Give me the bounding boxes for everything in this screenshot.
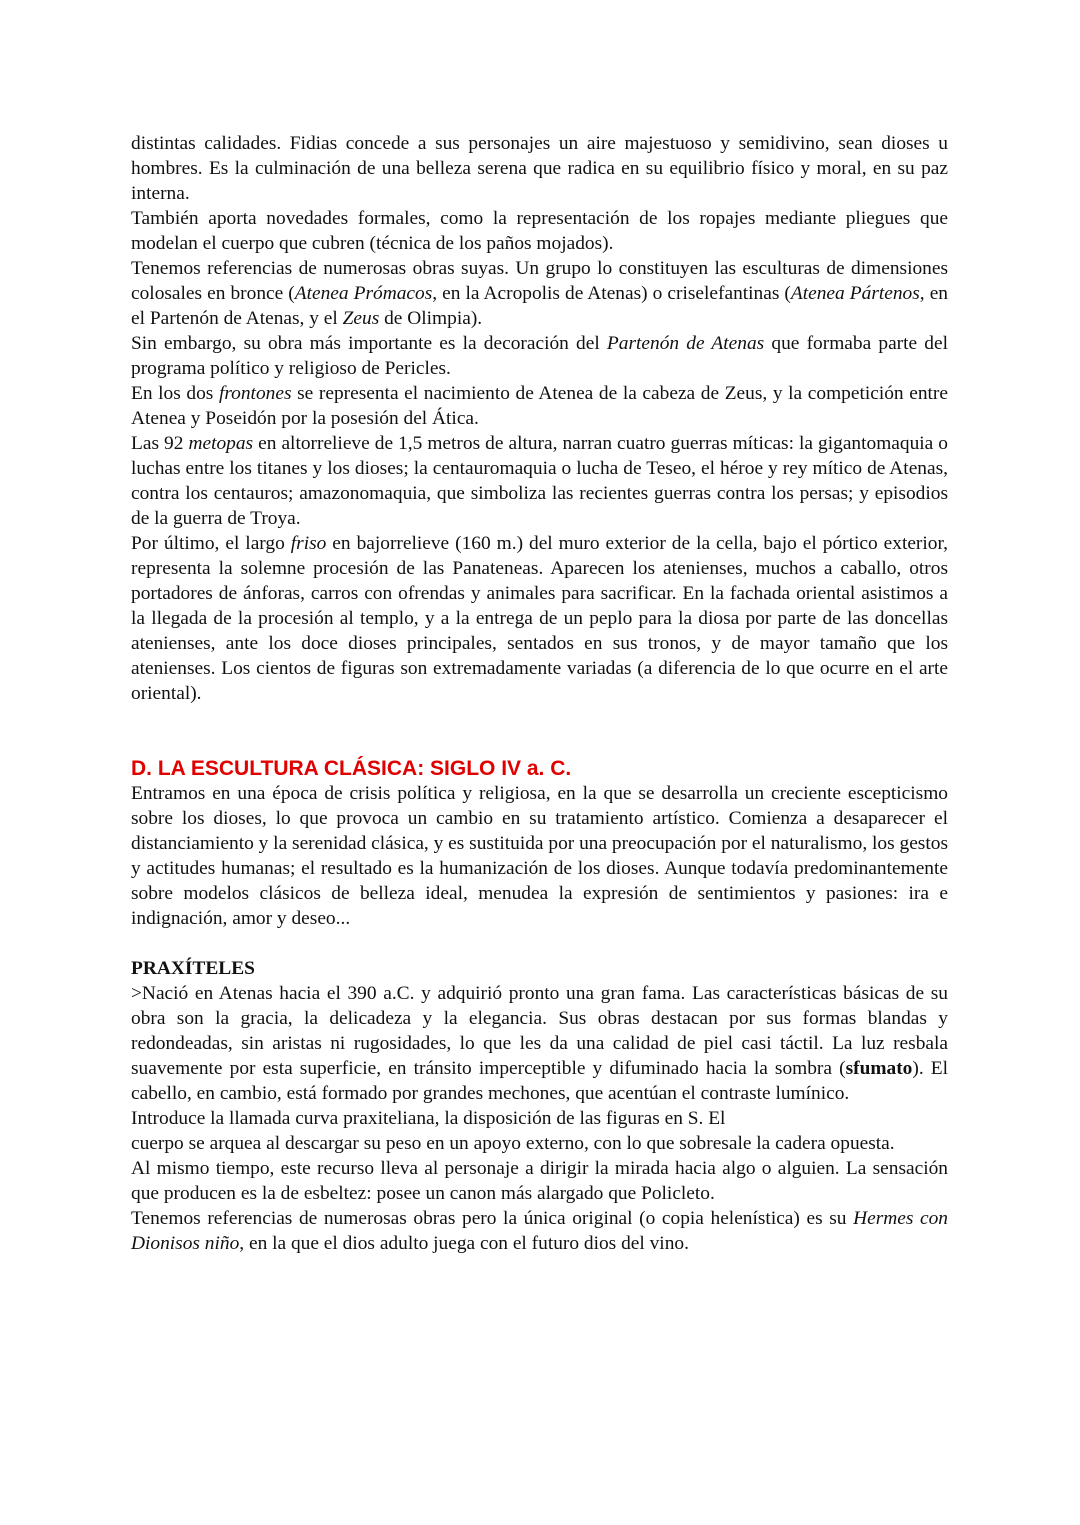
paragraph-works: Tenemos referencias de numerosas obras suyas. Un grupo lo constituyen las esculturas de dimensiones colosales en bronce (Atenea Prómacos, en la Acropolis de Atenas) o criselefantinas (Atenea Pártenos, en el Partenón de Atenas, y el Zeus de Olimpia).: [131, 258, 948, 329]
paragraph-hermes: Tenemos referencias de numerosas obras pero la única original (o copia helenística) es su Hermes con Dionisos niño, en la que el dios adulto juega con el futuro dios del vino.: [131, 1208, 948, 1254]
document-page: [131, 131, 948, 1256]
work-title: Atenea Prómacos: [294, 283, 433, 304]
work-title: Hermes con Dionisos niño: [131, 1208, 948, 1254]
paragraph-praxiteles-bio: >Nació en Atenas hacia el 390 a.C. y adquirió pronto una gran fama. Las características básicas de su obra son la gracia, la delicadeza y la elegancia. Sus obras destacan por sus formas blandas y redondeadas, sin aristas ni rugosidades, lo que les da una calidad de piel casi táctil. La luz resbala suavemente por esta superficie, en tránsito imperceptible y difuminado hacia la sombra (sfumato). El cabello, en cambio, está formado por grandes mechones, que acentúan el contraste lumínico.: [131, 983, 948, 1104]
work-title: Atenea Pártenos: [790, 283, 920, 304]
term: friso: [290, 533, 327, 554]
term: frontones: [218, 383, 292, 404]
paragraph-gaze: Al mismo tiempo, este recurso lleva al personaje a dirigir la mirada hacia algo o alguien. La sensación que producen es la de esbeltez: posee un canon más alargado que Policleto.: [131, 1158, 948, 1204]
paragraph-metopas: Las 92 metopas en altorrelieve de 1,5 metros de altura, narran cuatro guerras míticas: la gigantomaquia o luchas entre los titanes y los dioses; la centauromaquia o lucha de Teseo, el héroe y rey mítico de Atenas, contra los centauros; amazonomaquia, que simboliza las recientes guerras contra los persas; y episodios de la guerra de Troya.: [131, 433, 948, 529]
term: metopas: [188, 433, 254, 454]
work-title: Zeus: [342, 308, 380, 329]
subheading-praxiteles: PRAXÍTELES: [131, 958, 255, 979]
paragraph-parthenon: Sin embargo, su obra más importante es la decoración del Partenón de Atenas que formaba parte del programa político y religioso de Pericles.: [131, 333, 949, 379]
paragraph-wet-drapery: También aporta novedades formales, como la representación de los ropajes mediante pliegues que modelan el cuerpo que cubren (técnica de los paños mojados).: [131, 208, 948, 254]
work-title: Partenón de Atenas: [606, 333, 765, 354]
paragraph-curve-cont: cuerpo se arquea al descargar su peso en un apoyo externo, con lo que sobresale la cadera opuesta.: [131, 1133, 895, 1154]
paragraph-fidias-style: distintas calidades. Fidias concede a sus personajes un aire majestuoso y semidivino, sean dioses u hombres. Es la culminación de una belleza serena que radica en su equilibrio físico y moral, en su paz interna.: [131, 133, 948, 204]
paragraph-frontones: En los dos frontones se representa el nacimiento de Atenea de la cabeza de Zeus, y la competición entre Atenea y Poseidón por la posesión del Ática.: [131, 383, 948, 429]
paragraph-curve: Introduce la llamada curva praxiteliana, la disposición de las figuras en S. El: [131, 1108, 726, 1129]
spacer: [131, 706, 948, 756]
paragraph-friso: Por último, el largo friso en bajorrelieve (160 m.) del muro exterior de la cella, bajo el pórtico exterior, representa la solemne procesión de las Panateneas. Aparecen los atenienses, muchos a caballo, otros portadores de ánforas, carros con ofrendas y animales para sacrificar. En la fachada oriental asistimos a la llegada de la procesión al templo, y a la entrega de un peplo para la diosa por parte de las doncellas atenienses, ante los doce dioses principales, sentados en sus tronos, y de mayor tamaño que los atenienses. Los cientos de figuras son extremadamente variadas (a diferencia de lo que ocurre en el arte oriental).: [131, 533, 949, 704]
term-bold: sfumato: [845, 1058, 913, 1079]
section-heading: D. LA ESCULTURA CLÁSICA: SIGLO IV a. C.: [131, 757, 572, 780]
paragraph-section-intro: Entramos en una época de crisis política y religiosa, en la que se desarrolla un creciente escepticismo sobre los dioses, lo que provoca un cambio en su tratamiento artístico. Comienza a desaparecer el distanciamiento y la serenidad clásica, y es sustituida por una preocupación por el naturalismo, los gestos y actitudes humanas; el resultado es la humanización de los dioses. Aunque todavía predominantemente sobre modelos clásicos de belleza ideal, menudea la expresión de sentimientos y pasiones: ira e indignación, amor y deseo...: [131, 783, 948, 929]
spacer: [131, 931, 948, 956]
